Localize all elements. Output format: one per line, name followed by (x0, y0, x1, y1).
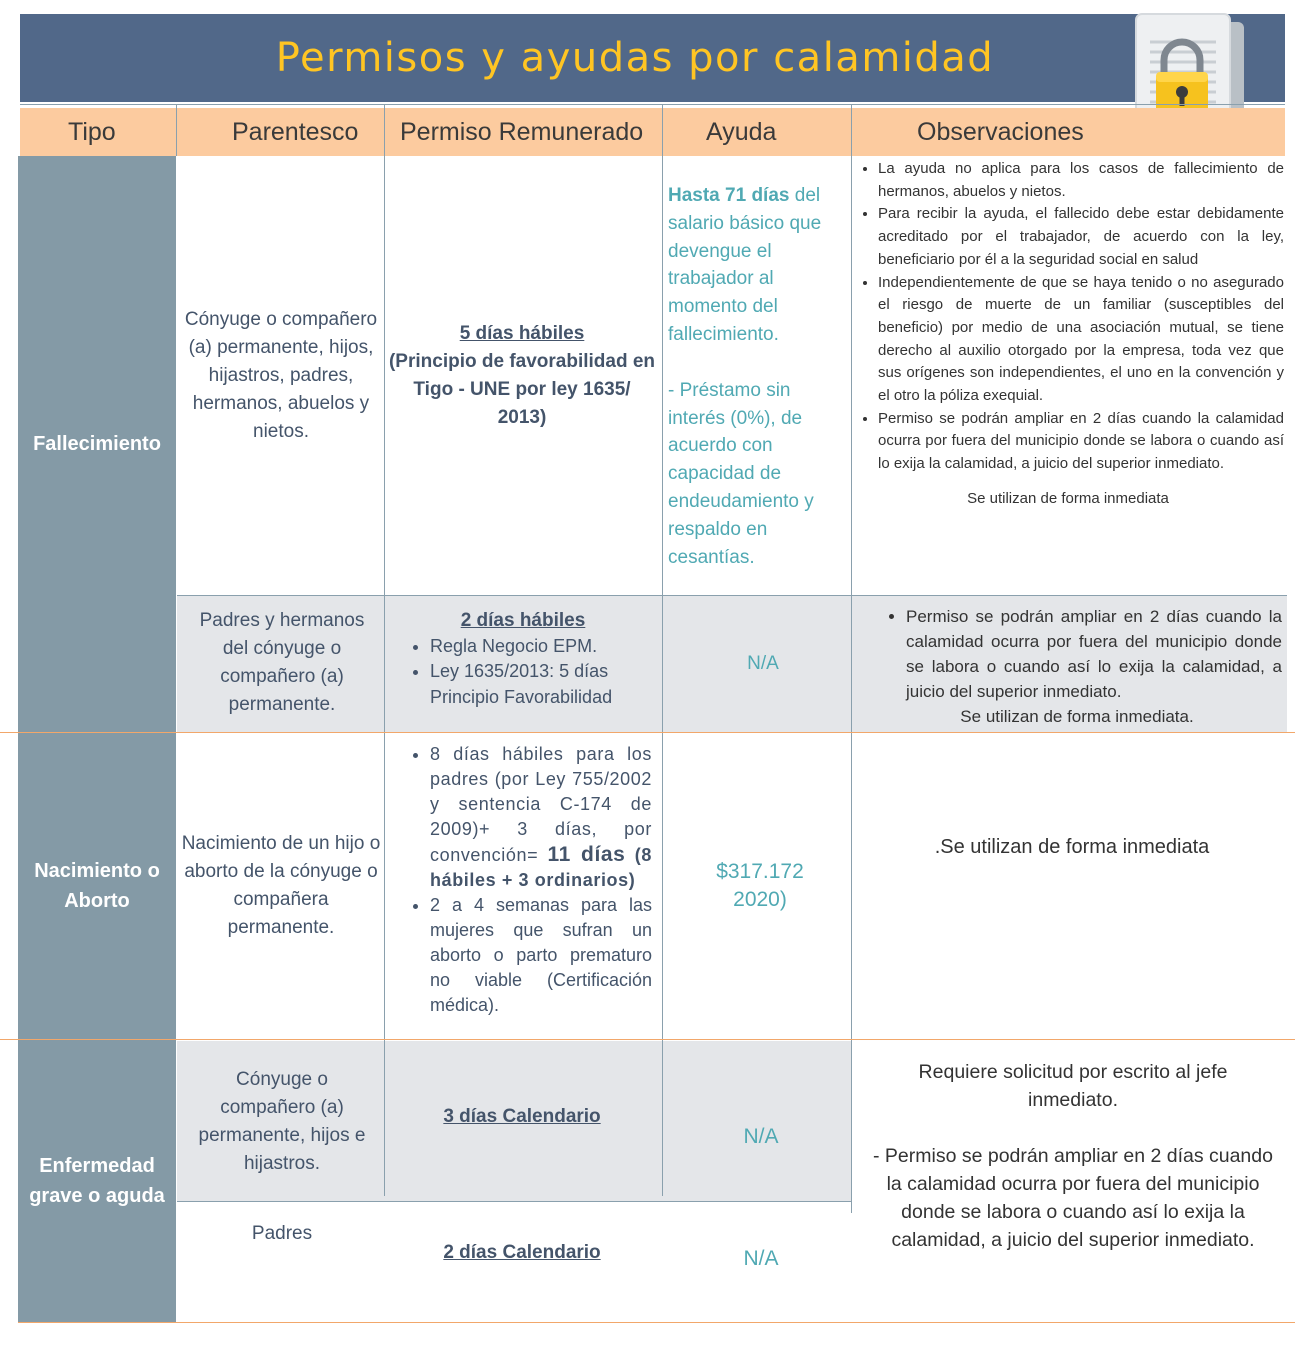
tipo-nacimiento-label: Nacimiento o Aborto (34, 860, 160, 912)
fallecimiento-r2-ayuda (668, 596, 858, 732)
obs-footer: Se utilizan de forma inmediata (967, 489, 1169, 507)
tipo-enfermedad (18, 1040, 176, 1322)
header-tipo: Tipo (68, 117, 116, 146)
ayuda-text: N/A (747, 653, 779, 674)
obs-item: • La ayuda no aplica para los casos de fallecimiento de hermanos, abuelos y nietos. (878, 158, 1284, 203)
obs-text: - Permiso se podrán ampliar en 2 días cuando la calamidad ocurra por fuera del municipio donde se labora o cuando así lo exija la calamidad, a juicio del superior inmediato. (873, 1145, 1273, 1251)
enfermedad-r2-ayuda (668, 1238, 854, 1280)
nacimiento-parentesco (178, 733, 384, 1039)
nacimiento-observaciones (852, 836, 1292, 859)
ayuda-text: N/A (743, 1247, 779, 1270)
permiso-title: 2 días hábiles (460, 610, 586, 631)
fallecimiento-r2-observaciones (862, 604, 1282, 729)
permiso-text: 2 días Calendario (443, 1242, 601, 1263)
parentesco-text: Cónyuge o compañero (a) permanente, hijos e hijastros. (198, 1069, 366, 1174)
nacimiento-ayuda (700, 733, 820, 1039)
grid-line (176, 104, 177, 156)
permiso-item (430, 742, 652, 893)
grid-line (384, 104, 385, 1196)
enfermedad-r1-ayuda (668, 1116, 854, 1158)
permiso-detail: (Principio de favorabilidad en Tigo - UNE por ley 1635/ 2013) (388, 351, 656, 428)
obs-item: • Independientemente de que se haya tenido o no asegurado el riesgo de muerte de un familiar (susceptibles del beneficio) por medio de una asociación mutual, se tiene derecho al auxilio otorgado por la empresa, toda vez que sus orígenes son independientes, el uno en la convención y el otro la póliza exequial. (878, 272, 1284, 408)
fallecimiento-r1-parentesco (180, 156, 382, 596)
ayuda-text: N/A (743, 1125, 779, 1148)
ayuda-prestamo: - Préstamo sin interés (0%), de acuerdo con capacidad de endeudamiento y respaldo en cesantías. (668, 379, 814, 568)
ayuda-text: $317.172 2020) (716, 860, 804, 911)
enfermedad-observaciones (866, 1058, 1280, 1254)
fallecimiento-r2-parentesco (186, 606, 378, 720)
permiso-item: • Regla Negocio EPM. (430, 634, 656, 660)
enfermedad-r2-permiso (388, 1232, 656, 1274)
page-title: Permisos y ayudas por calamidad (275, 35, 995, 81)
grid-line (20, 104, 1285, 105)
parentesco-text: Padres (251, 1223, 313, 1244)
permiso-1b: 11 días (547, 843, 626, 866)
grid-line (177, 1201, 851, 1202)
header-permiso: Permiso Remunerado (400, 117, 644, 146)
obs-text: .Se utilizan de forma inmediata (934, 836, 1210, 858)
grid-line (662, 104, 663, 1196)
header-parentesco: Parentesco (232, 117, 359, 146)
permiso-1c: (8 hábiles + 3 ordinarios) (430, 845, 652, 890)
enfermedad-r1-parentesco (186, 1060, 378, 1184)
ayuda-rest: del salario básico que devengue el trabajador al momento del fallecimiento. (668, 185, 822, 345)
obs-item: • Permiso se podrán ampliar en 2 días cuando la calamidad ocurra por fuera del municipio donde se labora o cuando así lo exija la calamidad, a juicio del superior inmediato. (878, 408, 1284, 476)
obs-footer: Se utilizan de forma inmediata. (960, 707, 1194, 726)
enfermedad-r1-permiso (388, 1096, 656, 1138)
nacimiento-permiso (390, 742, 652, 1018)
fallecimiento-r1-ayuda (668, 182, 846, 571)
obs-item: • Permiso se podrán ampliar en 2 días cuando la calamidad ocurra por fuera del municipio donde se labora o cuando así lo exija la calamidad, a juicio del superior inmediato. (906, 604, 1282, 704)
header-observaciones: Observaciones (917, 117, 1084, 146)
permiso-1a: 8 días hábiles para los padres (por Ley 755/2002 y sentencia C-174 de 2009)+ 3 días, por convención= (430, 744, 652, 865)
row-divider (18, 1322, 1295, 1323)
parentesco-text: Padres y hermanos del cónyuge o compañero (a) permanente. (199, 610, 365, 715)
parentesco-text: Cónyuge o compañero (a) permanente, hijos, hijastros, padres, hermanos, abuelos y nietos. (184, 309, 378, 442)
row-divider (0, 1039, 1295, 1040)
fallecimiento-r2-permiso (390, 608, 656, 710)
permiso-item: • 2 a 4 semanas para las mujeres que sufran un aborto o parto prematuro no viable (Certificación médica). (430, 893, 652, 1018)
tipo-enfermedad-label: Enfermedad grave o aguda (29, 1155, 165, 1207)
permiso-title: 5 días hábiles (459, 323, 585, 344)
ayuda-bold: Hasta 71 días (668, 185, 790, 206)
permiso-item: • Ley 1635/2013: 5 días Principio Favorabilidad (430, 659, 656, 710)
parentesco-text: Nacimiento de un hijo o aborto de la cónyuge o compañera permanente. (181, 833, 381, 938)
obs-text: Requiere solicitud por escrito al jefe inmediato. (918, 1061, 1228, 1111)
ayuda-text (668, 182, 846, 349)
fallecimiento-r1-permiso (388, 156, 656, 596)
enfermedad-r2-parentesco (186, 1216, 378, 1252)
header-ayuda: Ayuda (706, 117, 777, 146)
tipo-nacimiento (18, 733, 176, 1039)
tipo-fallecimiento: Fallecimiento (18, 156, 176, 732)
permiso-text: 3 días Calendario (443, 1106, 601, 1127)
fallecimiento-r1-observaciones (852, 158, 1284, 511)
obs-item: • Para recibir la ayuda, el fallecido debe estar debidamente acreditado por el trabajador, de acuerdo con la ley, beneficiario por él a la seguridad social en salud (878, 203, 1284, 271)
